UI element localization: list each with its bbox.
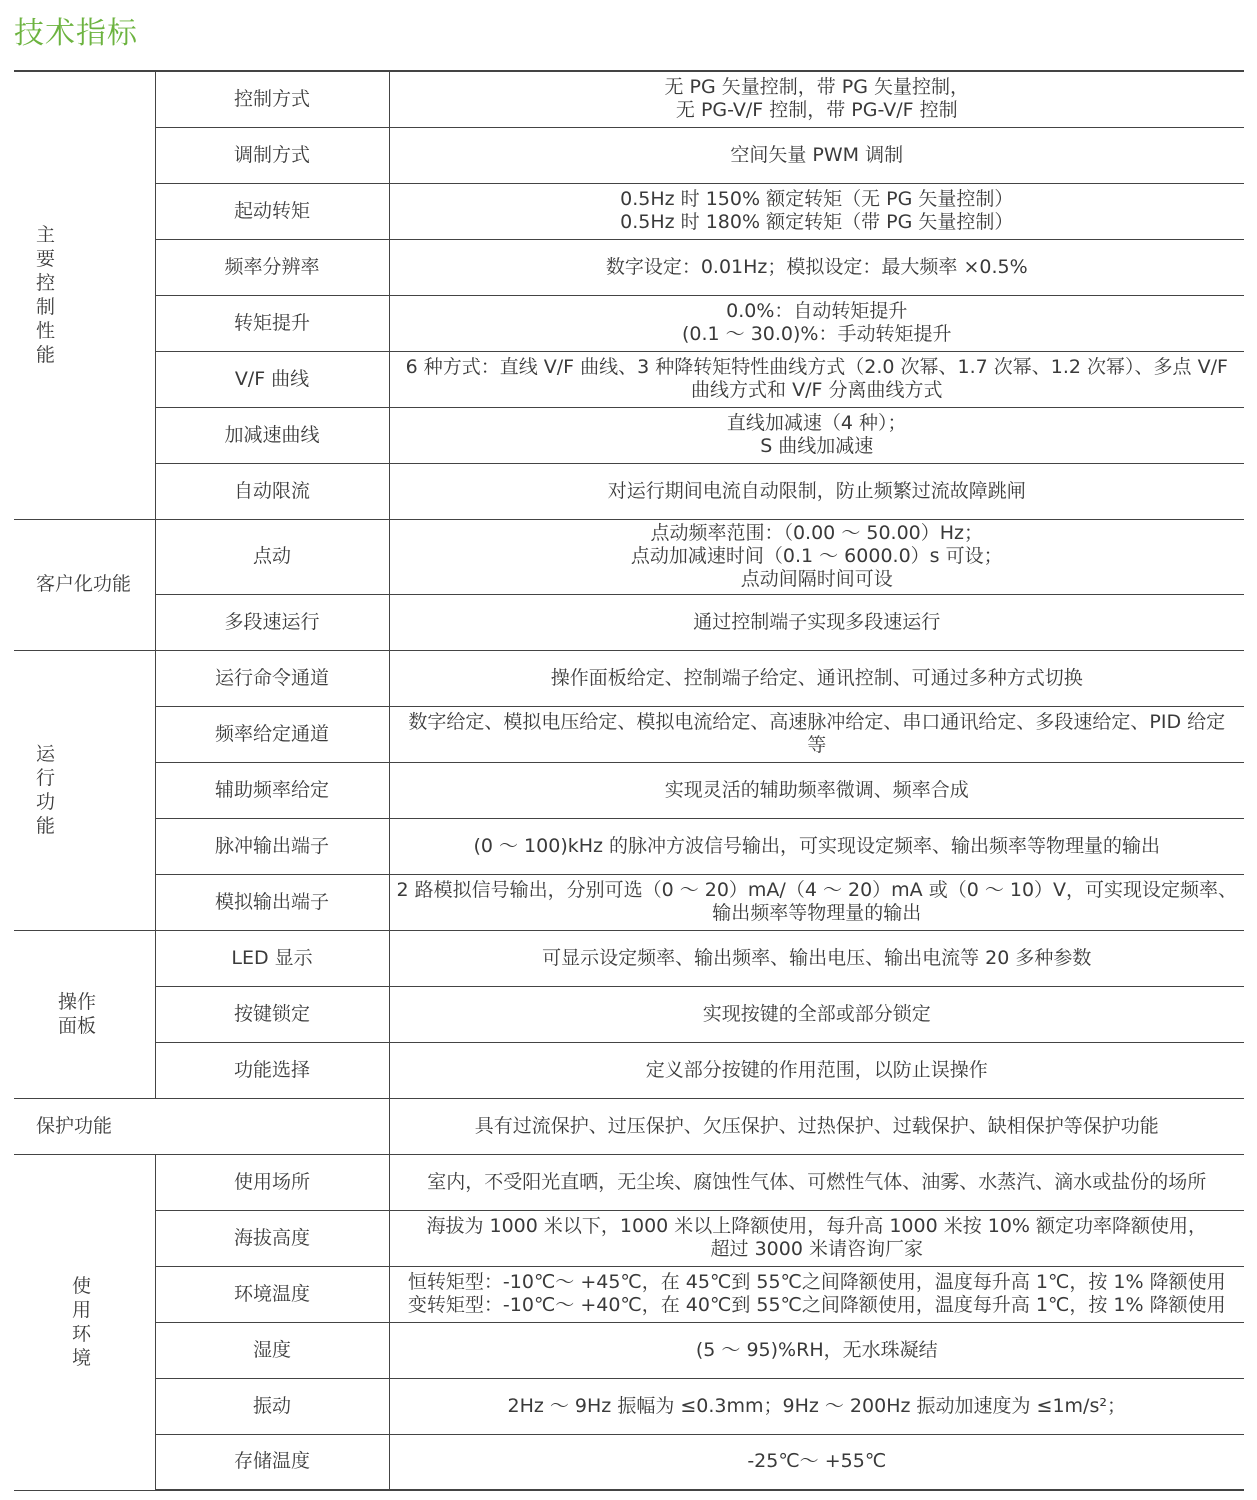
spec-table [14, 70, 1244, 1491]
value-line: 2 路模拟信号输出，分别可选（0 ～ 20）mA/（4 ～ 20）mA 或（0 ～ 10）V，可实现设定频率、 [396, 879, 1238, 901]
item-value [389, 1210, 1244, 1266]
item-label: 存储温度 [155, 1434, 389, 1490]
item-value [389, 407, 1244, 463]
table-row [14, 239, 1244, 295]
value-line: 0.0%：自动转矩提升 [726, 300, 908, 322]
item-label: 点动 [155, 519, 389, 594]
value-line: 无 PG-V/F 控制，带 PG-V/F 控制 [675, 99, 958, 122]
value-line: 0.5Hz 时 150% 额定转矩（无 PG 矢量控制） [620, 188, 1014, 210]
category-label: 运行功能 [36, 743, 56, 837]
table-row [14, 351, 1244, 407]
value-line: 等 [807, 734, 827, 756]
value-line: 恒转矩型：-10℃～ +45℃，在 45℃到 55℃之间降额使用，温度每升高 1℃，按 1% 降额使用 [407, 1271, 1226, 1293]
item-label: 功能选择 [155, 1042, 389, 1098]
table-row [14, 295, 1244, 351]
table-row [14, 519, 1244, 594]
table-row [14, 1378, 1244, 1434]
table-row [14, 986, 1244, 1042]
value-line: 定义部分按键的作用范围，以防止误操作 [645, 1058, 988, 1081]
item-value [389, 706, 1244, 762]
item-value [389, 463, 1244, 519]
value-line: (0 ～ 100)kHz 的脉冲方波信号输出，可实现设定频率、输出频率等物理量的输出 [473, 834, 1161, 857]
table-row [14, 183, 1244, 239]
value-line: 实现按键的全部或部分锁定 [702, 1002, 931, 1025]
table-row [14, 463, 1244, 519]
value-line: 直线加减速（4 种）； [726, 412, 907, 434]
category-label: 客户化功能 [36, 573, 132, 595]
value-line: 室内，不受阳光直晒，无尘埃、腐蚀性气体、可燃性气体、油雾、水蒸汽、滴水或盐份的场所 [427, 1170, 1207, 1193]
item-value [389, 594, 1244, 650]
item-label: 频率给定通道 [155, 706, 389, 762]
item-value [389, 519, 1244, 594]
item-value [389, 71, 1244, 127]
category-label: 保护功能 [36, 1114, 113, 1137]
value-line: 输出频率等物理量的输出 [712, 902, 922, 924]
value-line: 具有过流保护、过压保护、欠压保护、过热保护、过载保护、缺相保护等保护功能 [474, 1114, 1159, 1137]
item-label: 环境温度 [155, 1266, 389, 1322]
category-cell [14, 71, 155, 519]
item-value [389, 239, 1244, 295]
item-label: 海拔高度 [155, 1210, 389, 1266]
item-value [389, 1434, 1244, 1490]
value-line: (0.1 ～ 30.0)%：手动转矩提升 [682, 323, 952, 345]
item-value [389, 986, 1244, 1042]
item-value [389, 351, 1244, 407]
item-label: 频率分辨率 [155, 239, 389, 295]
value-line: S 曲线加减速 [760, 435, 874, 457]
value-line: 2Hz ～ 9Hz 振幅为 ≤0.3mm；9Hz ～ 200Hz 振动加速度为 ≤1m/s²； [507, 1394, 1126, 1417]
category-cell [14, 1098, 389, 1154]
table-row [14, 930, 1244, 986]
category-label: 使用环境 [72, 1275, 92, 1369]
item-value [389, 1042, 1244, 1098]
value-line: 点动频率范围：（0.00 ～ 50.00）Hz； [650, 522, 984, 544]
item-value [389, 1154, 1244, 1210]
value-line: -25℃～ +55℃ [747, 1450, 887, 1473]
value-line: 通过控制端子实现多段速运行 [693, 610, 941, 633]
page-title: 技术指标 [14, 16, 138, 51]
value-line: 可显示设定频率、输出频率、输出电压、输出电流等 20 多种参数 [542, 946, 1092, 969]
item-value [389, 762, 1244, 818]
item-label: 振动 [155, 1378, 389, 1434]
table-row [14, 594, 1244, 650]
value-line: (5 ～ 95)%RH，无水珠凝结 [695, 1338, 938, 1361]
table-row [14, 706, 1244, 762]
table-row [14, 1434, 1244, 1490]
item-label: 起动转矩 [155, 183, 389, 239]
item-value [389, 650, 1244, 706]
item-label: 自动限流 [155, 463, 389, 519]
item-label: 多段速运行 [155, 594, 389, 650]
category-cell [14, 930, 155, 1098]
item-label: LED 显示 [155, 930, 389, 986]
category-label: 主要控制性能 [36, 224, 56, 367]
item-label: 模拟输出端子 [155, 874, 389, 930]
value-line: 无 PG 矢量控制，带 PG 矢量控制， [664, 76, 970, 99]
value-line: 6 种方式：直线 V/F 曲线、3 种降转矩特性曲线方式（2.0 次幂、1.7 次幂、1.2 次幂）、多点 V/F [405, 356, 1228, 378]
table-row [14, 1322, 1244, 1378]
item-label: 使用场所 [155, 1154, 389, 1210]
value-line: 0.5Hz 时 180% 额定转矩（带 PG 矢量控制） [620, 211, 1014, 233]
item-label: V/F 曲线 [155, 351, 389, 407]
value-line: 变转矩型：-10℃～ +40℃，在 40℃到 55℃之间降额使用，温度每升高 1℃，按 1% 降额使用 [407, 1294, 1226, 1316]
table-row [14, 650, 1244, 706]
item-label: 辅助频率给定 [155, 762, 389, 818]
table-row [14, 1154, 1244, 1210]
value-line: 超过 3000 米请咨询厂家 [710, 1238, 923, 1260]
item-value [389, 1266, 1244, 1322]
item-value [389, 127, 1244, 183]
table-row [14, 1266, 1244, 1322]
value-line: 实现灵活的辅助频率微调、频率合成 [664, 778, 969, 801]
value-line: 数字给定、模拟电压给定、模拟电流给定、高速脉冲给定、串口通讯给定、多段速给定、PID 给定 [408, 711, 1226, 733]
item-label: 运行命令通道 [155, 650, 389, 706]
value-line: 点动加减速时间（0.1 ～ 6000.0）s 可设； [630, 545, 1003, 567]
table-row [14, 1210, 1244, 1266]
item-label: 控制方式 [155, 71, 389, 127]
category-cell [14, 519, 155, 650]
value-line: 对运行期间电流自动限制，防止频繁过流故障跳闸 [607, 479, 1026, 502]
table-row [14, 818, 1244, 874]
item-label: 湿度 [155, 1322, 389, 1378]
value-line: 海拔为 1000 米以下，1000 米以上降额使用，每升高 1000 米按 10% 额定功率降额使用， [426, 1215, 1208, 1237]
value-line: 空间矢量 PWM 调制 [730, 143, 904, 166]
item-label: 按键锁定 [155, 986, 389, 1042]
item-label: 调制方式 [155, 127, 389, 183]
item-value [389, 1098, 1244, 1154]
table-row [14, 1098, 1244, 1154]
table-row [14, 1042, 1244, 1098]
category-label: 操作面板 [58, 991, 97, 1037]
item-value [389, 295, 1244, 351]
item-label: 脉冲输出端子 [155, 818, 389, 874]
table-row [14, 71, 1244, 127]
value-line: 操作面板给定、控制端子给定、通讯控制、可通过多种方式切换 [550, 666, 1083, 689]
item-value [389, 183, 1244, 239]
table-row [14, 407, 1244, 463]
value-line: 数字设定：0.01Hz；模拟设定：最大频率 ×0.5% [605, 255, 1028, 278]
value-line: 曲线方式和 V/F 分离曲线方式 [691, 379, 943, 401]
item-value [389, 1322, 1244, 1378]
item-label: 加减速曲线 [155, 407, 389, 463]
item-value [389, 818, 1244, 874]
value-line: 点动间隔时间可设 [740, 568, 893, 590]
item-value [389, 930, 1244, 986]
category-cell [14, 1154, 155, 1490]
item-value [389, 1378, 1244, 1434]
table-row [14, 762, 1244, 818]
item-value [389, 874, 1244, 930]
table-row [14, 127, 1244, 183]
table-row [14, 874, 1244, 930]
category-cell [14, 650, 155, 930]
item-label: 转矩提升 [155, 295, 389, 351]
